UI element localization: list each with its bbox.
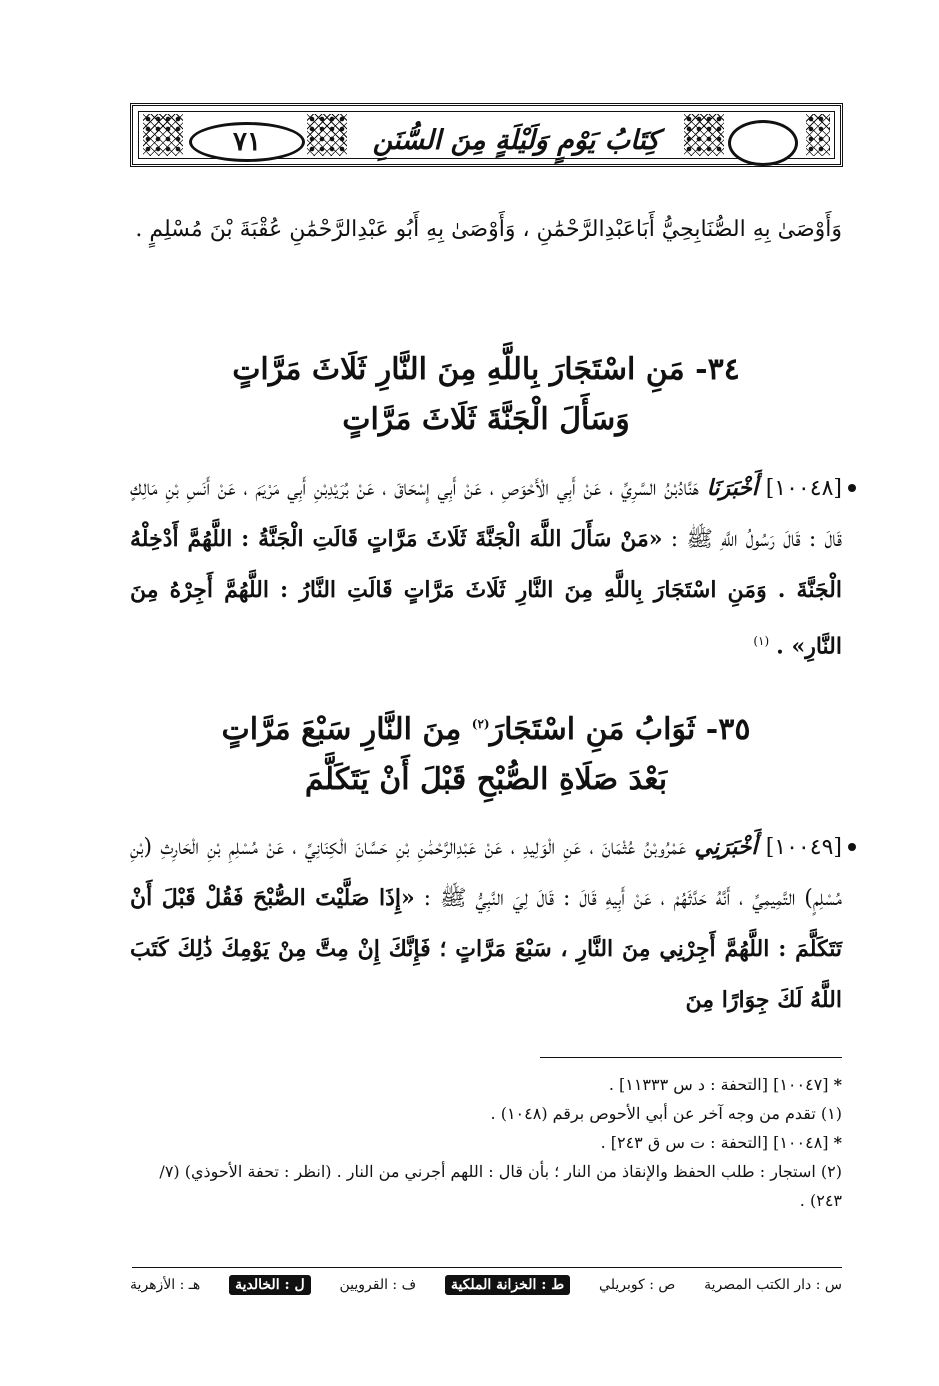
- hadith-10049: [130, 822, 842, 1026]
- hadith-number: [١٠٠٤٩]: [765, 835, 842, 860]
- hadith-matn: «مَنْ سَأَلَ اللَّهَ الْجَنَّةَ ثَلَاثَ مَرَّاتٍ قَالَتِ الْجَنَّةُ : اللَّهُمَّ أَدْخِلْهُ الْجَنَّةَ . وَمَنِ اسْتَجَارَ بِاللَّهِ مِنَ النَّارِ ثَلَاثَ مَرَّاتٍ قَالَتِ النَّارُ : اللَّهُمَّ أَجِرْهُ مِنَ النَّارِ» .: [130, 526, 842, 660]
- footnote-marker: (١): [753, 634, 770, 648]
- ornament-strip-mid-left: [307, 114, 347, 156]
- asterisk-icon: *: [833, 1075, 842, 1094]
- section-34-heading: [130, 345, 842, 445]
- section-35-line-1: [130, 699, 842, 755]
- section-35-line-2: بَعْدَ صَلَاةِ الصُّبْحِ قَبْلَ أَنْ يَتَكَلَّمَ: [304, 762, 668, 797]
- book-seal-logo: [728, 120, 798, 166]
- section-34-line-2: وَسَأَلَ الْجَنَّةَ ثَلَاثَ مَرَّاتٍ: [342, 402, 630, 437]
- page-number: ٧١: [189, 122, 305, 162]
- siglum-item: س : دار الكتب المصرية: [704, 1277, 842, 1293]
- intro-paragraph: وَأَوْصَىٰ بِهِ الصُّنَابِحِيُّ أَبَاعَبْدِالرَّحْمَٰنِ ، وَأَوْصَىٰ بِهِ أَبُو عَبْدِالرَّحْمَٰنِ عُقْبَةَ بْنَ مُسْلِمٍ .: [135, 217, 842, 242]
- siglum-item: ف : القرويين: [339, 1277, 417, 1293]
- ornament-strip-left: [143, 114, 183, 156]
- footnotes: [130, 1070, 842, 1215]
- footnote-line: [130, 1128, 842, 1157]
- siglum-item-highlighted: ل : الخالدية: [229, 1275, 311, 1295]
- footnote-text: [١٠٠٤٧] [التحفة : د س ١١٣٣٣] .: [608, 1075, 829, 1094]
- siglum-item: هـ : الأزهرية: [130, 1277, 201, 1293]
- bullet-icon: [848, 484, 856, 492]
- footnote-separator: [540, 1057, 842, 1058]
- hadith-10048: [130, 463, 842, 672]
- ornament-strip-mid-right: [684, 114, 724, 156]
- siglum-item: ص : كوبريلي: [599, 1277, 676, 1293]
- siglum-item-highlighted: ط : الخزانة الملكية: [445, 1275, 570, 1295]
- header-inner-border: [138, 111, 835, 159]
- section-35-line-1-part-a: ٣٥- ثَوَابُ مَنِ اسْتَجَارَ: [489, 712, 751, 747]
- footnote-text: [١٠٠٤٨] [التحفة : ت س ق ٢٤٣] .: [600, 1133, 829, 1152]
- transmission-verb: أَخْبَرَنَا: [706, 475, 758, 501]
- transmission-verb: أَخْبَرَنِي: [694, 834, 758, 860]
- manuscript-sigla: [130, 1275, 842, 1295]
- section-35-heading: [130, 699, 842, 805]
- bullet-icon: [848, 843, 856, 851]
- hadith-matn: «إِذَا صَلَّيْتَ الصُّبْحَ فَقُلْ قَبْلَ أَنْ تَتَكَلَّمَ : اللَّهُمَّ أَجِرْنِي مِنَ النَّارِ ، سَبْعَ مَرَّاتٍ ؛ فَإِنَّكَ إِنْ مِتَّ مِنْ يَوْمِكَ ذَٰلِكَ كَتَبَ اللَّهُ لَكَ جِوَارًا مِنَ: [130, 885, 842, 1013]
- footnote-line: [130, 1099, 842, 1128]
- hadith-number: [١٠٠٤٨]: [765, 476, 842, 501]
- section-34-line-1: ٣٤- مَنِ اسْتَجَارَ بِاللَّهِ مِنَ النَّارِ ثَلَاثَ مَرَّاتٍ: [232, 352, 740, 387]
- hadith-isnad: هَنَّادُبْنُ السَّرِيِّ ، عَنْ أَبِي الْأَحْوَصِ ، عَنْ أَبِي إِسْحَاقَ ، عَنْ بُرَيْدِبْنِ أَبِي مَرْيَمَ ، عَنْ أَنَسِ بْنِ مَالِكٍ قَالَ : قَالَ رَسُولُ اللَّهِ ﷺ :: [130, 476, 843, 552]
- footnote-line: [130, 1070, 842, 1099]
- footnote-text: (١) تقدم من وجه آخر عن أبي الأحوص برقم (١٠٤٨) .: [490, 1104, 842, 1123]
- bottom-separator: [132, 1267, 842, 1268]
- footnote-line: [130, 1157, 842, 1215]
- footnote-marker: (٢): [471, 717, 490, 731]
- ornament-strip-right: [806, 114, 830, 156]
- section-35-line-1-part-b: مِنَ النَّارِ سَبْعَ مَرَّاتٍ: [221, 712, 462, 747]
- asterisk-icon: *: [833, 1133, 842, 1152]
- hadith-isnad: عَمْرُوبْنُ عُثْمَانَ ، عَنِ الْوَلِيدِ ، عَنْ عَبْدِالرَّحْمَٰنِ بْنِ حَسَّانَ الْكِنَانِيِّ ، عَنْ مُسْلِمِ بْنِ الْحَارِثِ (بْنِ مُسْلِمٍ) التَّمِيمِيِّ ، أَنَّهُ حَدَّثَهُمْ ، عَنْ أَبِيهِ قَالَ : قَالَ لِيَ النَّبِيُّ ﷺ :: [130, 835, 842, 911]
- book-title: كِتَابُ يَوْمٍ وَلَيْلَةٍ مِنَ السُّنَنِ: [372, 124, 660, 156]
- page-header: [130, 103, 843, 167]
- footnote-text: (٢) استجار : طلب الحفظ والإنقاذ من النار ؛ بأن قال : اللهم أجرني من النار . (انظر : تحفة الأحوذي) (٧/ ٢٤٣) .: [159, 1162, 842, 1210]
